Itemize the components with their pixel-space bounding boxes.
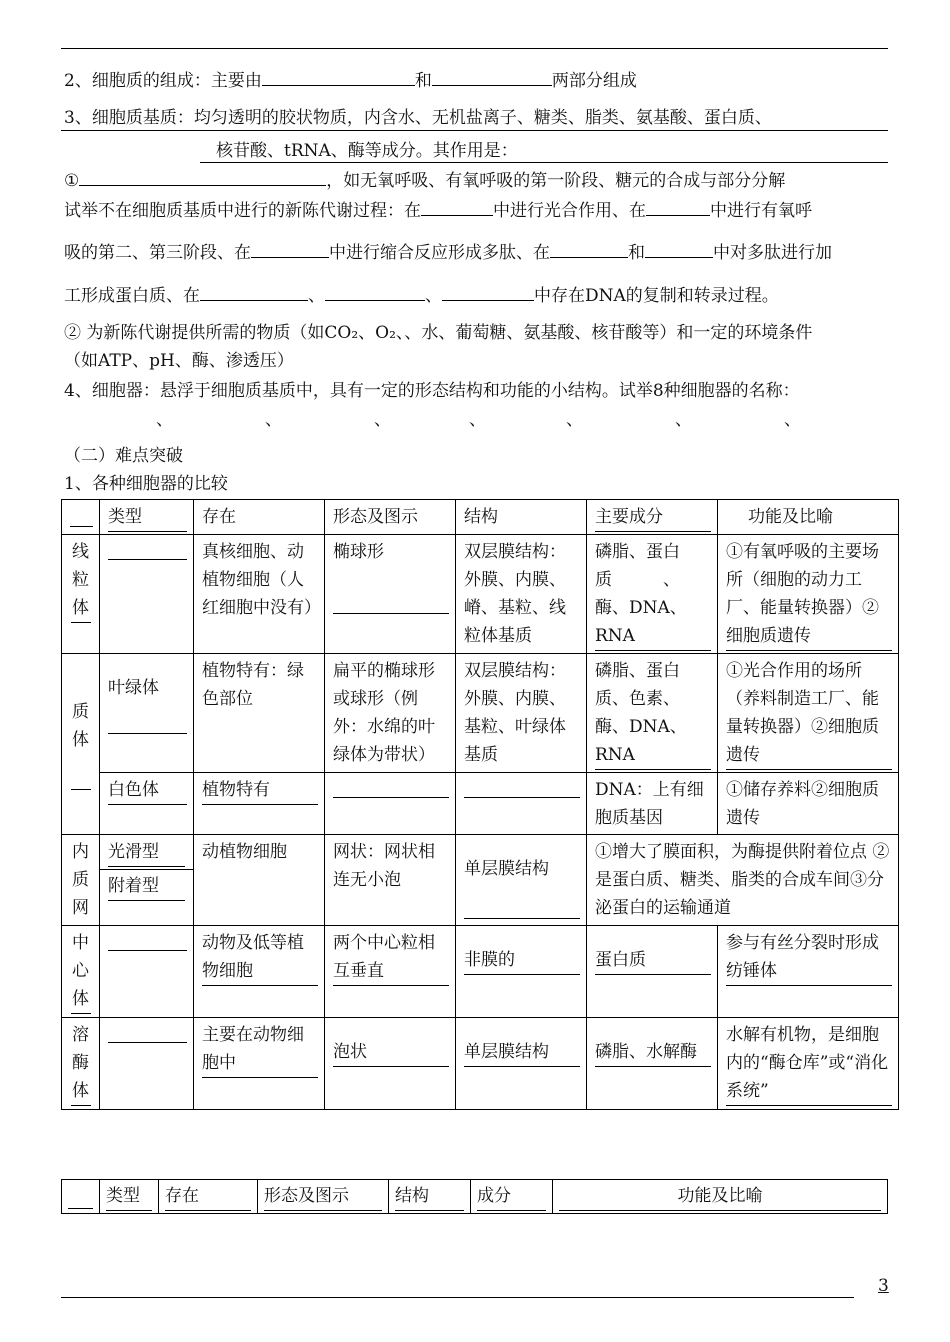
organelle-blanks bbox=[64, 405, 801, 430]
question-3-line-a: 3、细胞质基质：均匀透明的胶状物质，内含水、无机盐离子、糖类、脂类、氨基酸、蛋白质、 bbox=[64, 108, 772, 128]
centro-exist: 动物及低等植物细胞 bbox=[194, 926, 325, 1018]
table-header-row bbox=[62, 500, 899, 535]
m1-c: 中进行有氧呼 bbox=[710, 201, 812, 221]
lyso-type bbox=[100, 1018, 194, 1110]
m2-blank-3[interactable] bbox=[645, 256, 713, 258]
m3-sep2: 、 bbox=[425, 286, 442, 306]
er-struct-blank[interactable] bbox=[464, 917, 580, 919]
section-heading: （二）难点突破 bbox=[64, 446, 183, 466]
sep: 、 bbox=[374, 410, 391, 430]
row-er bbox=[62, 835, 899, 926]
f1-blank[interactable] bbox=[79, 184, 326, 186]
leuco-shape-blank[interactable] bbox=[333, 796, 449, 798]
m3-blank-3[interactable] bbox=[442, 299, 534, 301]
organelle-blank-2[interactable] bbox=[173, 424, 265, 425]
leuco-struct-blank[interactable] bbox=[464, 796, 580, 798]
m3-blank-2[interactable] bbox=[325, 299, 425, 301]
foot-comp: 成分 bbox=[471, 1180, 553, 1214]
m1-blank-2[interactable] bbox=[646, 214, 710, 216]
m1-b: 中进行光合作用、在 bbox=[493, 201, 646, 221]
foot-header-row bbox=[62, 1180, 888, 1214]
chloro-type: 叶绿体 bbox=[100, 654, 194, 773]
centro-struct: 非膜的 bbox=[456, 926, 587, 1018]
lyso-struct: 单层膜结构 bbox=[456, 1018, 587, 1110]
sep: 、 bbox=[156, 410, 173, 430]
m3-b: 中存在DNA的复制和转录过程。 bbox=[534, 286, 779, 306]
question-4: 4、细胞器：悬浮于细胞质基质中，具有一定的形态结构和功能的小结构。试举8种细胞器的名称： bbox=[64, 381, 800, 401]
chloro-comp: 磷脂、蛋白质、色素、酶、DNA、RNA bbox=[587, 654, 718, 773]
foot-func: 功能及比喻 bbox=[553, 1180, 888, 1214]
chloro-struct: 双层膜结构：外膜、内膜、基粒、叶绿体基质 bbox=[456, 654, 587, 773]
rule-3 bbox=[61, 130, 888, 131]
mito-shape: 椭球形 bbox=[325, 535, 456, 654]
header-comp: 主要成分 bbox=[587, 500, 718, 535]
row-leucoplast bbox=[62, 773, 899, 835]
leuco-func: ①储存养料②细胞质遗传 bbox=[718, 773, 899, 835]
q2-suffix: 两部分组成 bbox=[551, 71, 637, 91]
lyso-shape: 泡状 bbox=[325, 1018, 456, 1110]
q2-prefix: 2、细胞质的组成：主要由 bbox=[64, 71, 262, 91]
q2-blank-1[interactable] bbox=[262, 84, 415, 86]
label-er: 内质网 bbox=[62, 835, 100, 926]
foot-exist: 存在 bbox=[159, 1180, 258, 1214]
leuco-type: 白色体 bbox=[100, 773, 194, 835]
mito-type bbox=[100, 535, 194, 654]
header-corner bbox=[62, 500, 100, 535]
row-mitochondria bbox=[62, 535, 899, 654]
organelle-blank-4[interactable] bbox=[391, 424, 469, 425]
mito-type-blank[interactable] bbox=[108, 558, 187, 560]
page-number: 3 bbox=[878, 1276, 889, 1296]
er-shape: 网状：网状相连无小泡 bbox=[325, 835, 456, 926]
bottom-rule bbox=[61, 1297, 854, 1298]
er-exist: 动植物细胞 bbox=[194, 835, 325, 926]
mito-comp: 磷脂、蛋白质 、酶、DNA、RNA bbox=[587, 535, 718, 654]
function-2: ② 为新陈代谢提供所需的物质（如CO₂、O₂、、水、葡萄糖、氨基酸、核苷酸等）和一定的环境条件 bbox=[64, 323, 813, 343]
header-shape: 形态及图示 bbox=[325, 500, 456, 535]
q2-blank-2[interactable] bbox=[432, 84, 552, 86]
m1-blank-1[interactable] bbox=[421, 214, 493, 216]
m2-blank-1[interactable] bbox=[251, 256, 329, 258]
leuco-comp: DNA：上有细胞质基因 bbox=[587, 773, 718, 835]
mito-exist: 真核细胞、动植物细胞（人红细胞中没有） bbox=[194, 535, 325, 654]
m2-d: 中对多肽进行加 bbox=[713, 243, 832, 263]
mito-struct: 双层膜结构：外膜、内膜、嵴、基粒、线粒体基质 bbox=[456, 535, 587, 654]
mito-shape-blank[interactable] bbox=[333, 612, 449, 614]
q2-and: 和 bbox=[414, 71, 432, 91]
lyso-func: 水解有机物，是细胞内的“酶仓库”或“消化系统” bbox=[718, 1018, 899, 1110]
m2-a: 吸的第二、第三阶段、在 bbox=[64, 243, 251, 263]
er-func: ①增大了膜面积，为酶提供附着位点 ②是蛋白质、糖类、脂类的合成车间③分泌蛋白的运输通道 bbox=[587, 835, 899, 926]
header-type: 类型 bbox=[100, 500, 194, 535]
f1-prefix: ① bbox=[64, 171, 80, 191]
blank-comparison-table bbox=[61, 1179, 888, 1214]
chloro-shape: 扁平的椭球形或球形（例外：水绵的叶绿体为带状） bbox=[325, 654, 456, 773]
chloro-exist: 植物特有：绿色部位 bbox=[194, 654, 325, 773]
f1-suffix: ，如无氧呼吸、有氧呼吸的第一阶段、糖元的合成与部分分解 bbox=[326, 171, 786, 191]
metabolism-line-1 bbox=[64, 196, 812, 221]
row-lysosome bbox=[62, 1018, 899, 1110]
centro-func: 参与有丝分裂时形成纺锤体 bbox=[718, 926, 899, 1018]
m2-blank-2[interactable] bbox=[550, 256, 628, 258]
centro-type-blank[interactable] bbox=[108, 949, 187, 951]
question-3-line-b: 核苷酸、tRNA、酶等成分。其作用是： bbox=[216, 141, 518, 161]
label-plastid: 质体 bbox=[62, 654, 100, 835]
rule-3b bbox=[200, 162, 888, 163]
question-2 bbox=[64, 66, 637, 91]
lyso-comp: 磷脂、水解酶 bbox=[587, 1018, 718, 1110]
organelle-blank-7[interactable] bbox=[692, 424, 784, 425]
label-mitochondria: 线粒体 bbox=[62, 535, 100, 654]
function-1 bbox=[64, 166, 785, 191]
subsection-heading: 1、各种细胞器的比较 bbox=[64, 474, 228, 494]
organelle-blank-5[interactable] bbox=[486, 424, 566, 425]
m1-a: 试举不在细胞质基质中进行的新陈代谢过程：在 bbox=[64, 201, 421, 221]
header-struct: 结构 bbox=[456, 500, 587, 535]
centro-comp: 蛋白质 bbox=[587, 926, 718, 1018]
centro-type bbox=[100, 926, 194, 1018]
header-exist: 存在 bbox=[194, 500, 325, 535]
leuco-struct bbox=[456, 773, 587, 835]
row-centrosome bbox=[62, 926, 899, 1018]
label-centrosome: 中心体 bbox=[62, 926, 100, 1018]
foot-struct: 结构 bbox=[389, 1180, 471, 1214]
metabolism-line-2 bbox=[64, 238, 832, 263]
function-2-cont: （如ATP、pH、酶、渗透压） bbox=[64, 351, 294, 371]
foot-shape: 形态及图示 bbox=[258, 1180, 389, 1214]
m2-b: 中进行缩合反应形成多肽、在 bbox=[329, 243, 550, 263]
sep: 、 bbox=[566, 410, 583, 430]
er-types: 光滑型 附着型 bbox=[100, 835, 194, 926]
mito-func: ①有氧呼吸的主要场所（细胞的动力工厂、能量转换器）②细胞质遗传 bbox=[718, 535, 899, 654]
organelle-blank-3[interactable] bbox=[282, 424, 374, 425]
row-chloroplast bbox=[62, 654, 899, 773]
foot-type: 类型 bbox=[100, 1180, 159, 1214]
sep: 、 bbox=[265, 410, 282, 430]
centro-shape: 两个中心粒相互垂直 bbox=[325, 926, 456, 1018]
organelle-blank-6[interactable] bbox=[583, 424, 675, 425]
lyso-type-blank[interactable] bbox=[108, 1041, 187, 1043]
chloro-func: ①光合作用的场所（养料制造工厂、能量转换器）②细胞质遗传 bbox=[718, 654, 899, 773]
metabolism-line-3 bbox=[64, 281, 779, 306]
leuco-shape bbox=[325, 773, 456, 835]
chloro-type-blank[interactable] bbox=[108, 732, 187, 734]
m3-blank-1[interactable] bbox=[200, 299, 308, 301]
organelle-blank-1[interactable] bbox=[64, 424, 156, 425]
foot-corner bbox=[62, 1180, 100, 1214]
organelle-table bbox=[61, 499, 899, 1110]
header-func: 功能及比喻 bbox=[718, 500, 899, 535]
lyso-exist: 主要在动物细胞中 bbox=[194, 1018, 325, 1110]
sep: 、 bbox=[784, 410, 801, 430]
er-struct: 单层膜结构 bbox=[456, 835, 587, 926]
top-rule bbox=[61, 48, 888, 49]
m2-c: 和 bbox=[628, 243, 645, 263]
leuco-exist: 植物特有 bbox=[194, 773, 325, 835]
m3-sep1: 、 bbox=[308, 286, 325, 306]
label-lysosome: 溶酶体 bbox=[62, 1018, 100, 1110]
sep: 、 bbox=[675, 410, 692, 430]
sep: 、 bbox=[469, 410, 486, 430]
m3-a: 工形成蛋白质、在 bbox=[64, 286, 200, 306]
